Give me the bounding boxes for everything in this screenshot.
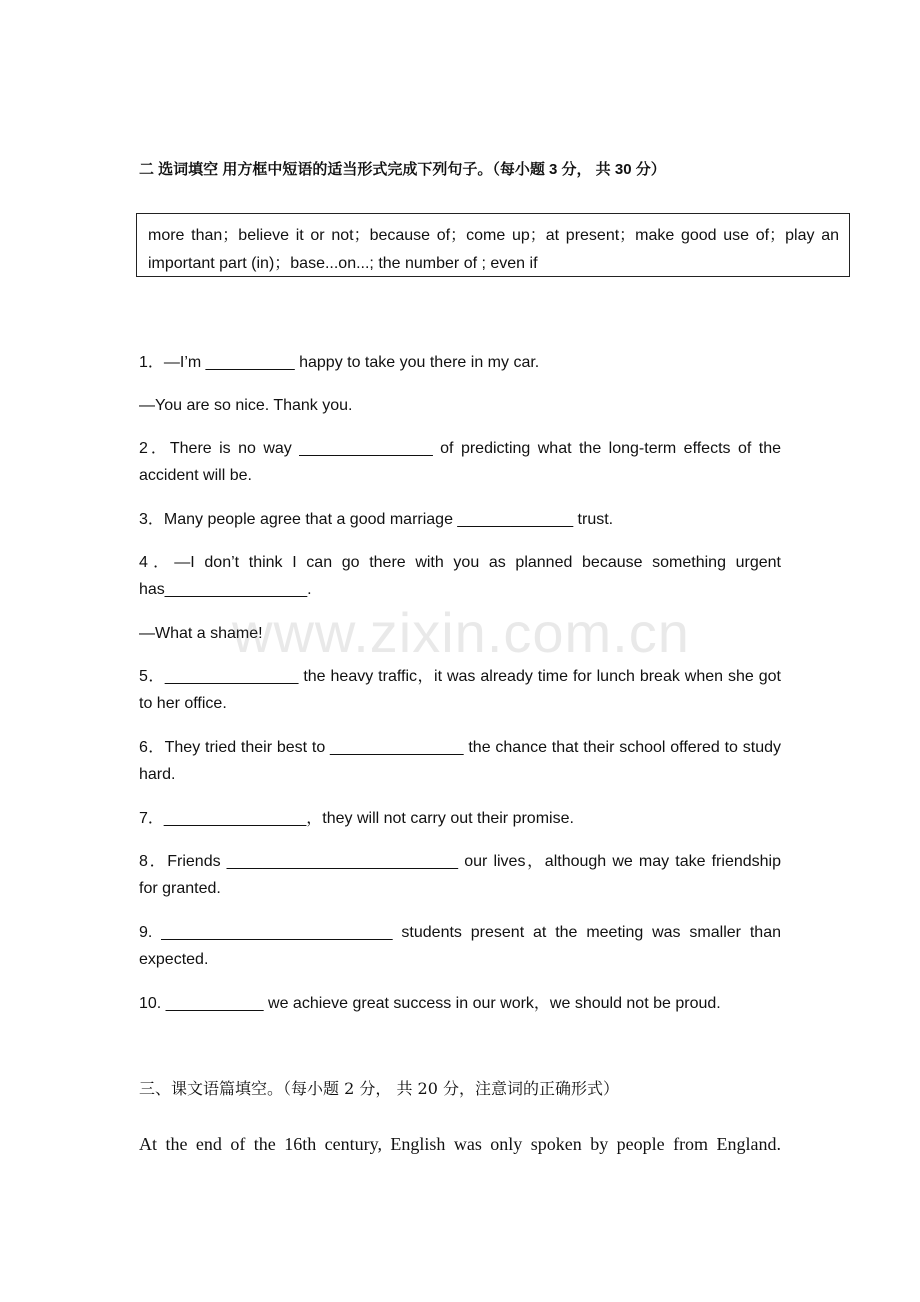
question-5: 5．_______________ the heavy traffic，it was already time for lunch break when she got to her office. xyxy=(139,668,781,712)
question-8: 8．Friends __________________________ our lives，although we may take friendship for granted. xyxy=(139,853,781,897)
section-2-heading: 二 选词填空 用方框中短语的适当形式完成下列句子。（每小题 3 分， 共 30 分） xyxy=(139,161,666,178)
question-10: 10. ___________ we achieve great success in our work，we should not be proud. xyxy=(139,995,721,1012)
question-1: 1．—I’m __________ happy to take you there in my car. xyxy=(139,354,540,371)
question-4-reply: —What a shame! xyxy=(139,625,263,642)
phrase-word-box: more than；believe it or not；because of；come up；at present；make good use of；play an important part (in)；base...on...; the number of ; even if xyxy=(136,213,850,277)
section-3-heading: 三、课文语篇填空。（每小题 2 分， 共 20 分，注意词的正确形式） xyxy=(139,1079,619,1098)
question-6: 6．They tried their best to _______________ the chance that their school offered to study hard. xyxy=(139,739,781,783)
question-1-reply: —You are so nice. Thank you. xyxy=(139,397,353,414)
question-4: 4．—I don’t think I can go there with you as planned because something urgent has________________. xyxy=(139,554,781,598)
question-3: 3．Many people agree that a good marriage _____________ trust. xyxy=(139,511,614,528)
passage-text: At the end of the 16th century, English was only spoken by people from England. xyxy=(139,1134,781,1154)
question-7: 7．________________，they will not carry out their promise. xyxy=(139,810,574,827)
question-2: 2．There is no way _______________ of predicting what the long-term effects of the accident will be. xyxy=(139,440,781,484)
question-9: 9. __________________________ students present at the meeting was smaller than expected. xyxy=(139,924,781,968)
watermark: www.zixin.com.cn xyxy=(232,601,690,664)
